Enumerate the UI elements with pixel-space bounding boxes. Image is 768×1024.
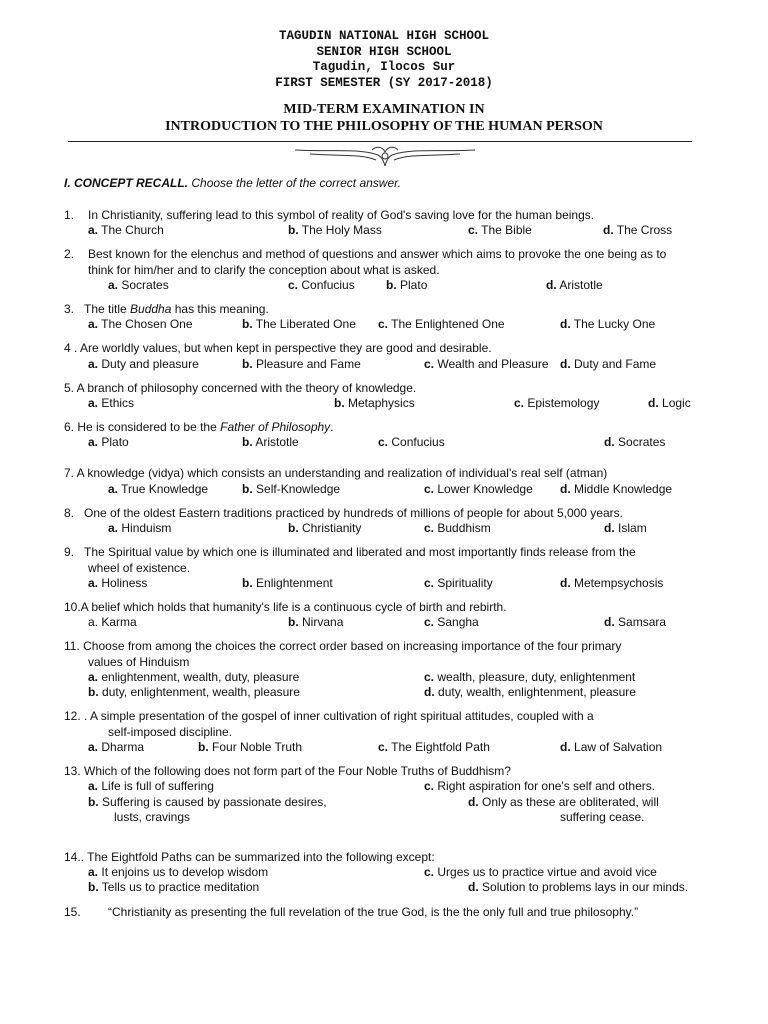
semester: FIRST SEMESTER (SY 2017-2018) <box>275 76 493 90</box>
question-text: The title Buddha has this meaning. <box>84 302 269 316</box>
choice-b: b. Nirvana <box>288 615 344 629</box>
choice-b: b. Plato <box>386 278 428 292</box>
question-text: 10.A belief which holds that humanity's life is a continuous cycle of birth and rebirth. <box>64 600 507 614</box>
choice-a: a. Plato <box>88 435 129 449</box>
choice-d: d. The Cross <box>603 223 673 237</box>
question-text-line2: think for him/her and to clarify the conception about what is asked. <box>88 263 440 277</box>
choice-d: d. Logic <box>648 396 691 410</box>
ornament-divider-icon <box>290 142 480 170</box>
school-location: Tagudin, Ilocos Sur <box>312 60 456 74</box>
question-text: 7. A knowledge (vidya) which consists an understanding and realization of individual's real self (atman) <box>64 466 608 480</box>
choice-c: c. Urges us to practice virtue and avoid vice <box>424 865 657 879</box>
question-text-line1: The Spiritual value by which one is illuminated and liberated and most importantly finds release from the <box>84 545 636 559</box>
choice-d: d. duty, wealth, enlightenment, pleasure <box>424 685 636 699</box>
question-text-line2: values of Hinduism <box>88 655 190 669</box>
choice-d: d. Metempsychosis <box>560 576 664 590</box>
question-number: 2. <box>64 247 75 261</box>
choice-c: c. Right aspiration for one's self and others. <box>424 779 656 793</box>
choice-a: a. The Church <box>88 223 164 237</box>
choice-b: b. Self-Knowledge <box>242 482 341 496</box>
choice-d: d. Aristotle <box>546 278 603 292</box>
choice-a: a. True Knowledge <box>108 482 209 496</box>
choice-a: a. Duty and pleasure <box>88 357 199 371</box>
question-text: 5. A branch of philosophy concerned with the theory of knowledge. <box>64 381 417 395</box>
choice-c: c. Confucius <box>378 435 445 449</box>
choice-d: d. Only as these are obliterated, will <box>468 795 659 809</box>
choice-b: b. Four Noble Truth <box>198 740 303 754</box>
choice-c: c. The Enlightened One <box>378 317 505 331</box>
choice-a: a. Life is full of suffering <box>88 779 214 793</box>
question-text: “Christianity as presenting the full revelation of the true God, is the the only full and true philosophy.” <box>108 905 639 919</box>
question-text-line2: self-imposed discipline. <box>108 725 233 739</box>
choice-b: b. Aristotle <box>242 435 299 449</box>
choice-d-continued: suffering cease. <box>560 810 645 824</box>
choice-b: b. The Holy Mass <box>288 223 382 237</box>
choice-b-continued: lusts, cravings <box>114 810 191 824</box>
choice-c: c. Buddhism <box>424 521 491 535</box>
question-number: 3. <box>64 302 75 316</box>
question-text-line1: 12. . A simple presentation of the gospel of inner cultivation of right spiritual attitudes, coupled with a <box>64 709 594 723</box>
question-text: In Christianity, suffering lead to this symbol of reality of God's saving love for the human beings. <box>88 208 595 222</box>
question-text: 14.. The Eightfold Paths can be summarized into the following except: <box>64 850 435 864</box>
choice-c: c. Confucius <box>288 278 355 292</box>
choice-a: a. Ethics <box>88 396 135 410</box>
question-number: 9. <box>64 545 75 559</box>
choice-b: b. Suffering is caused by passionate desires, <box>88 795 327 809</box>
question-number: 8. <box>64 506 75 520</box>
choice-b: b. Christianity <box>288 521 362 535</box>
choice-c: c. wealth, pleasure, duty, enlightenment <box>424 670 636 684</box>
choice-a: a. Hinduism <box>108 521 172 535</box>
choice-d: d. Socrates <box>604 435 666 449</box>
choice-b: b. Metaphysics <box>334 396 415 410</box>
choice-a: a. Karma <box>88 615 137 629</box>
choice-c: c. Wealth and Pleasure <box>424 357 549 371</box>
question-text: One of the oldest Eastern traditions practiced by hundreds of millions of people for about 5,000 years. <box>84 506 623 520</box>
choice-b: b. Enlightenment <box>242 576 333 590</box>
section-heading <box>64 176 401 190</box>
choice-b: b. Pleasure and Fame <box>242 357 361 371</box>
school-level: SENIOR HIGH SCHOOL <box>316 45 452 59</box>
choice-d: d. Samsara <box>604 615 667 629</box>
choice-c: c. Sangha <box>424 615 479 629</box>
exam-title-line1: MID-TERM EXAMINATION IN <box>283 102 485 117</box>
choice-d: d. Duty and Fame <box>560 357 657 371</box>
question-text: 13. Which of the following does not form part of the Four Noble Truths of Buddhism? <box>64 764 511 778</box>
choice-a: a. The Chosen One <box>88 317 193 331</box>
school-name: TAGUDIN NATIONAL HIGH SCHOOL <box>278 29 490 43</box>
choice-a: a. Socrates <box>108 278 169 292</box>
choice-b: b. The Liberated One <box>242 317 356 331</box>
section-instruction: Choose the letter of the correct answer. <box>191 176 402 190</box>
question-text: 6. He is considered to be the Father of Philosophy. <box>64 420 334 434</box>
question-text-line2: wheel of existence. <box>88 561 191 575</box>
question-number: 15. <box>64 905 81 919</box>
choice-d: d. Middle Knowledge <box>560 482 673 496</box>
choice-d: d. Law of Salvation <box>560 740 663 754</box>
exam-title-line2: INTRODUCTION TO THE PHILOSOPHY OF THE HUMAN PERSON <box>165 119 603 134</box>
choice-c: c. Epistemology <box>514 396 600 410</box>
choice-c: c. The Bible <box>468 223 532 237</box>
choice-a: a. Holiness <box>88 576 148 590</box>
choice-c: c. Lower Knowledge <box>424 482 533 496</box>
choice-b: b. Tells us to practice meditation <box>88 880 260 894</box>
choice-c: c. Spirituality <box>424 576 493 590</box>
question-text: 4 . Are worldly values, but when kept in perspective they are good and desirable. <box>64 341 492 355</box>
question-number: 1. <box>64 208 75 222</box>
choice-a: a. Dharma <box>88 740 145 754</box>
choice-a: a. It enjoins us to develop wisdom <box>88 865 269 879</box>
choice-d: d. The Lucky One <box>560 317 656 331</box>
question-text-line1: Best known for the elenchus and method of questions and answer which aims to provoke the one being as to <box>88 247 667 261</box>
choice-a: a. enlightenment, wealth, duty, pleasure <box>88 670 300 684</box>
choice-d: d. Solution to problems lays in our minds. <box>468 880 689 894</box>
question-text-line1: 11. Choose from among the choices the correct order based on increasing importance of the four primary <box>64 639 622 653</box>
section-label: I. CONCEPT RECALL. <box>64 176 189 190</box>
choice-b: b. duty, enlightenment, wealth, pleasure <box>88 685 300 699</box>
choice-c: c. The Eightfold Path <box>378 740 490 754</box>
choice-d: d. Islam <box>604 521 647 535</box>
